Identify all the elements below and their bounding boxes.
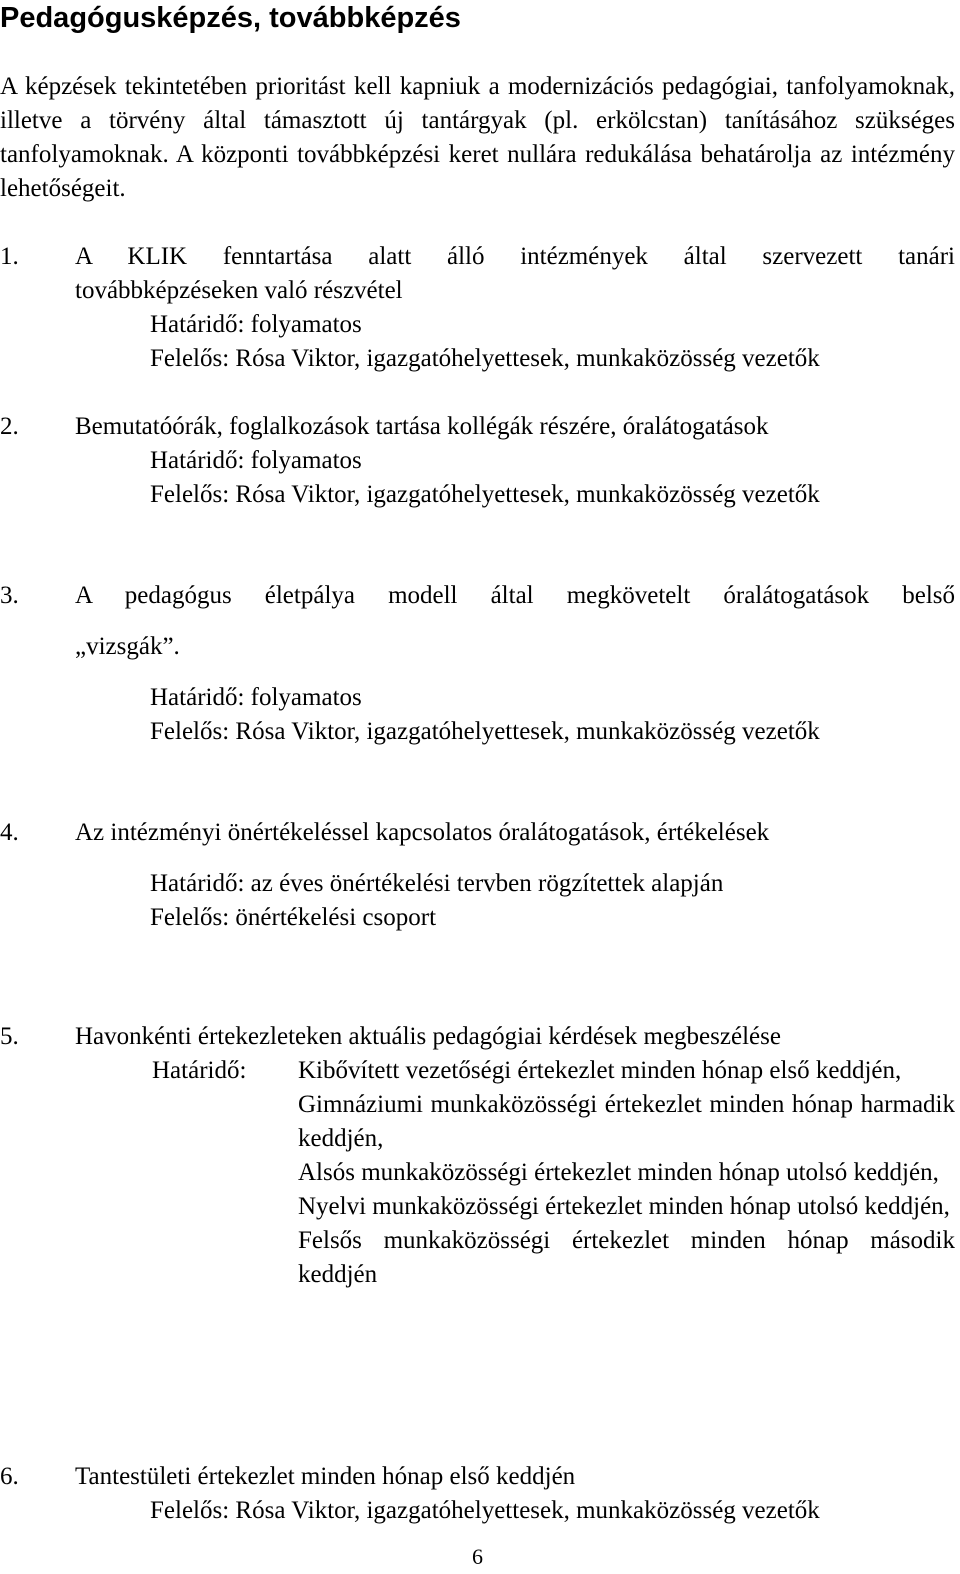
list-item-5	[0, 1020, 955, 1394]
item-text-line-1: A KLIK fenntartása alatt álló intézmények által szervezett tanári	[75, 243, 955, 270]
list-item-6	[0, 1460, 955, 1528]
item-responsible: Felelős: önértékelési csoport	[150, 904, 437, 931]
item-text: Havonkénti értekezleteken aktuális pedagógiai kérdések megbeszélése	[75, 1023, 781, 1050]
list-item-2	[0, 410, 955, 512]
item-text: Bemutatóórák, foglalkozások tartása kollégák részére, óralátogatások	[75, 413, 769, 440]
item-number: 1.	[0, 243, 19, 270]
deadline-label: Határidő:	[152, 1057, 247, 1084]
item-number: 4.	[0, 819, 19, 846]
schedule-entry: Nyelvi munkaközösségi értekezlet minden hónap utolsó keddjén,	[298, 1193, 950, 1220]
item-deadline: Határidő: folyamatos	[150, 311, 362, 338]
item-text-line-2: „vizsgák”.	[75, 633, 180, 660]
item-deadline: Határidő: az éves önértékelési tervben rögzítettek alapján	[150, 870, 724, 897]
schedule-entry: Gimnáziumi munkaközösségi értekezlet minden hónap harmadik keddjén,	[298, 1091, 955, 1152]
item-text: Az intézményi önértékeléssel kapcsolatos óralátogatások, értékelések	[75, 819, 770, 846]
intro-paragraph: A képzések tekintetében prioritást kell kapniuk a modernizációs pedagógiai, tanfolyamoknak, illetve a törvény által támasztott új tantárgyak (pl. erkölcstan) tanításához szükséges tanfolyamoknak. A központi továbbképzési keret nullára redukálása behatárolja az intézmény lehetőségeit.	[0, 73, 955, 202]
item-deadline: Határidő: folyamatos	[150, 447, 362, 474]
item-text: Tantestületi értekezlet minden hónap első keddjén	[75, 1463, 576, 1490]
item-responsible: Felelős: Rósa Viktor, igazgatóhelyettesek, munkaközösség vezetők	[150, 1497, 820, 1524]
item-number: 3.	[0, 582, 19, 609]
section-heading: Pedagógusképzés, továbbképzés	[0, 2, 461, 34]
item-text-line-1: A pedagógus életpálya modell által megkövetelt óralátogatások belső	[75, 582, 955, 609]
item-text-line-2: továbbképzéseken való részvétel	[75, 277, 403, 304]
item-number: 2.	[0, 413, 19, 440]
item-number: 5.	[0, 1023, 19, 1050]
schedule-entry: Kibővített vezetőségi értekezlet minden hónap első keddjén,	[298, 1057, 902, 1084]
list-item-3	[0, 579, 955, 749]
item-responsible: Felelős: Rósa Viktor, igazgatóhelyettesek, munkaközösség vezetők	[150, 481, 820, 508]
list-item-1	[0, 240, 955, 376]
item-responsible: Felelős: Rósa Viktor, igazgatóhelyettesek, munkaközösség vezetők	[150, 718, 820, 745]
item-number: 6.	[0, 1463, 19, 1490]
schedule-entry: Felsős munkaközösségi értekezlet minden hónap második keddjén	[298, 1227, 955, 1288]
item-deadline: Határidő: folyamatos	[150, 684, 362, 711]
schedule-list	[298, 1054, 955, 1292]
page-number: 6	[472, 1544, 483, 1569]
schedule-entry: Alsós munkaközösségi értekezlet minden hónap utolsó keddjén,	[298, 1159, 939, 1186]
list-item-4	[0, 816, 955, 935]
item-responsible: Felelős: Rósa Viktor, igazgatóhelyettesek, munkaközösség vezetők	[150, 345, 820, 372]
deadline-schedule	[0, 1054, 955, 1394]
